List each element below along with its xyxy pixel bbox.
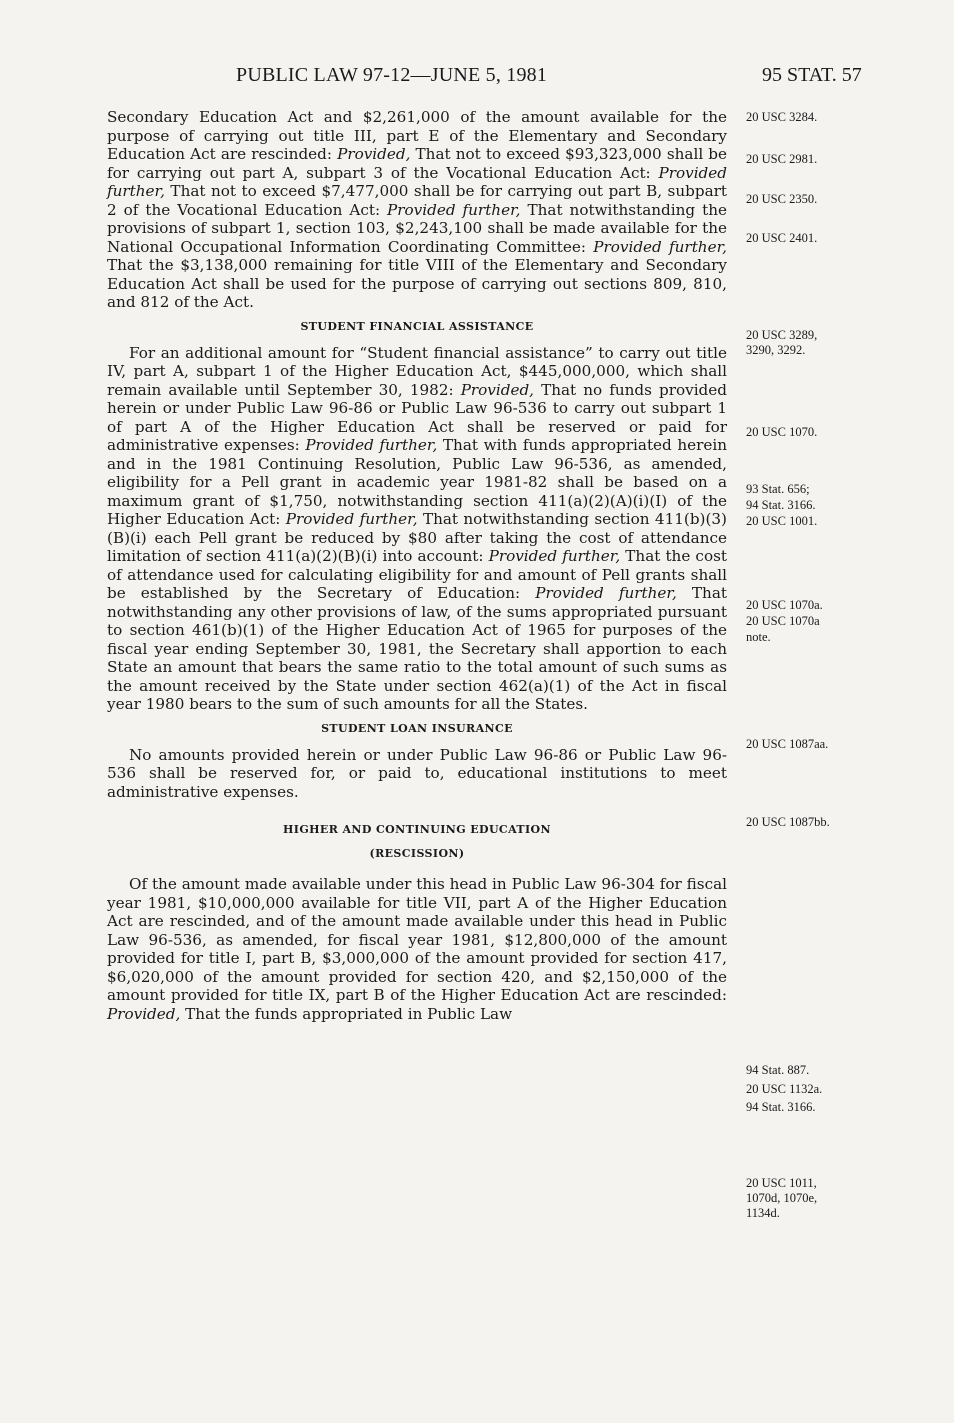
margin-citation: 20 USC 1132a. (746, 1082, 823, 1096)
margin-citation: 20 USC 1070. (746, 425, 818, 439)
margin-citation: 1134d. (746, 1206, 780, 1220)
margin-citation: 20 USC 1070a (746, 614, 820, 628)
page-header (0, 64, 954, 94)
paragraph-continuation: Secondary Education Act and $2,261,000 of the amount available for the purpose of carrying out title III, part E of the Elementary and Secondary Education Act are rescinded: Provided, That not to exceed $93,323,000 shall be for carrying out part A, subpart 3 of the Vocational Education Act: Provided further, That not to exceed $7,477,000 shall be for carrying out part B, subpart 2 of the Vocational Education Act: Provided further, That notwithstanding the provisions of subpart 1, section 103, $2,243,100 shall be made available for the National Occupational Information Coordinating Committee: Provided further, That the $3,138,000 remaining for title VIII of the Elementary and Secondary Education Act shall be used for the purpose of carrying out sections 809, 810, and 812 of the Act. (107, 108, 727, 311)
margin-citation: 20 USC 3284. (746, 110, 818, 124)
margin-citation: 20 USC 1087bb. (746, 815, 830, 829)
margin-citation: 20 USC 1070a. (746, 598, 823, 612)
margin-citation: 20 USC 2401. (746, 231, 818, 245)
margin-citation: 94 Stat. 887. (746, 1063, 810, 1077)
paragraph-student-financial-assistance: For an additional amount for “Student financial assistance” to carry out title IV, part A, subpart 1 of the Higher Education Act, $445,000,000, which shall remain available until September 30, 1982: Provided, That no funds provided herein or under Public Law 96-86 or Public Law 96-536 to carry out subpart 1 of part A of the Higher Education Act shall be reserved or paid for administrative expenses: Provided further, That with funds appropriated herein and in the 1981 Continuing Resolution, Public Law 96-536, as amended, eligibility for a Pell grant in academic year 1981-82 shall be based on a maximum grant of $1,750, notwithstanding section 411(a)(2)(A)(i)(I) of the Higher Education Act: Provided further, That notwithstanding section 411(b)(3)(B)(i) each Pell grant be reduced by $80 after taking the cost of attendance limitation of section 411(a)(2)(B)(i) into account: Provided further, That the cost of attendance used for calculating eligibility for and amount of Pell grants shall be established by the Secretary of Education: Provided further, That notwithstanding any other provisions of law, of the sums appropriated pursuant to section 461(b)(1) of the Higher Education Act of 1965 for purposes of the fiscal year ending September 30, 1981, the Secretary shall apportion to each State an amount that bears the same ratio to the total amount of such sums as the amount received by the State under section 462(a)(1) of the Act in fiscal year 1980 bears to the sum of such amounts for all the States. (107, 343, 727, 713)
margin-citation: 94 Stat. 3166. (746, 1100, 816, 1114)
margin-citation: 94 Stat. 3166. (746, 498, 816, 512)
section-heading-student-financial-assistance: STUDENT FINANCIAL ASSISTANCE (300, 319, 534, 333)
margin-citation: 20 USC 1011, (746, 1176, 817, 1190)
margin-citation: 3290, 3292. (746, 343, 806, 357)
margin-citation: 20 USC 2981. (746, 152, 818, 166)
running-title: PUBLIC LAW 97-12—JUNE 5, 1981 (236, 64, 548, 86)
margin-citation: 20 USC 1087aa. (746, 737, 829, 751)
margin-citation: note. (746, 630, 771, 644)
margin-citation: 20 USC 2350. (746, 192, 818, 206)
subheading-rescission: (RESCISSION) (369, 847, 465, 860)
margin-citation: 93 Stat. 656; (746, 482, 810, 496)
margin-citation: 20 USC 3289, (746, 328, 818, 342)
section-heading-higher-continuing-education: HIGHER AND CONTINUING EDUCATION (282, 823, 551, 836)
section-heading-student-loan-insurance: STUDENT LOAN INSURANCE (321, 721, 513, 735)
paragraph-higher-continuing-education: Of the amount made available under this head in Public Law 96-304 for fiscal year 1981, $10,000,000 available for title VII, part A of the Higher Education Act are rescinded, and of the amount made available under this head in Public Law 96-536, as amended, for fiscal year 1981, $12,800,000 of the amount provided for title I, part B, $3,000,000 of the amount provided for section 417, $6,020,000 of the amount provided for section 420, and $2,150,000 of the amount provided for title IX, part B of the Higher Education Act are rescinded: Provided, That the funds appropriated in Public Law (107, 875, 727, 1023)
body-text (107, 108, 727, 1023)
paragraph-student-loan-insurance: No amounts provided herein or under Public Law 96-86 or Public Law 96-536 shall be reserved for, or paid to, educational institutions to meet administrative expenses. (107, 745, 727, 801)
statute-page-number: 95 STAT. 57 (762, 64, 862, 86)
margin-citation: 20 USC 1001. (746, 514, 818, 528)
margin-citation: 1070d, 1070e, (746, 1191, 818, 1205)
